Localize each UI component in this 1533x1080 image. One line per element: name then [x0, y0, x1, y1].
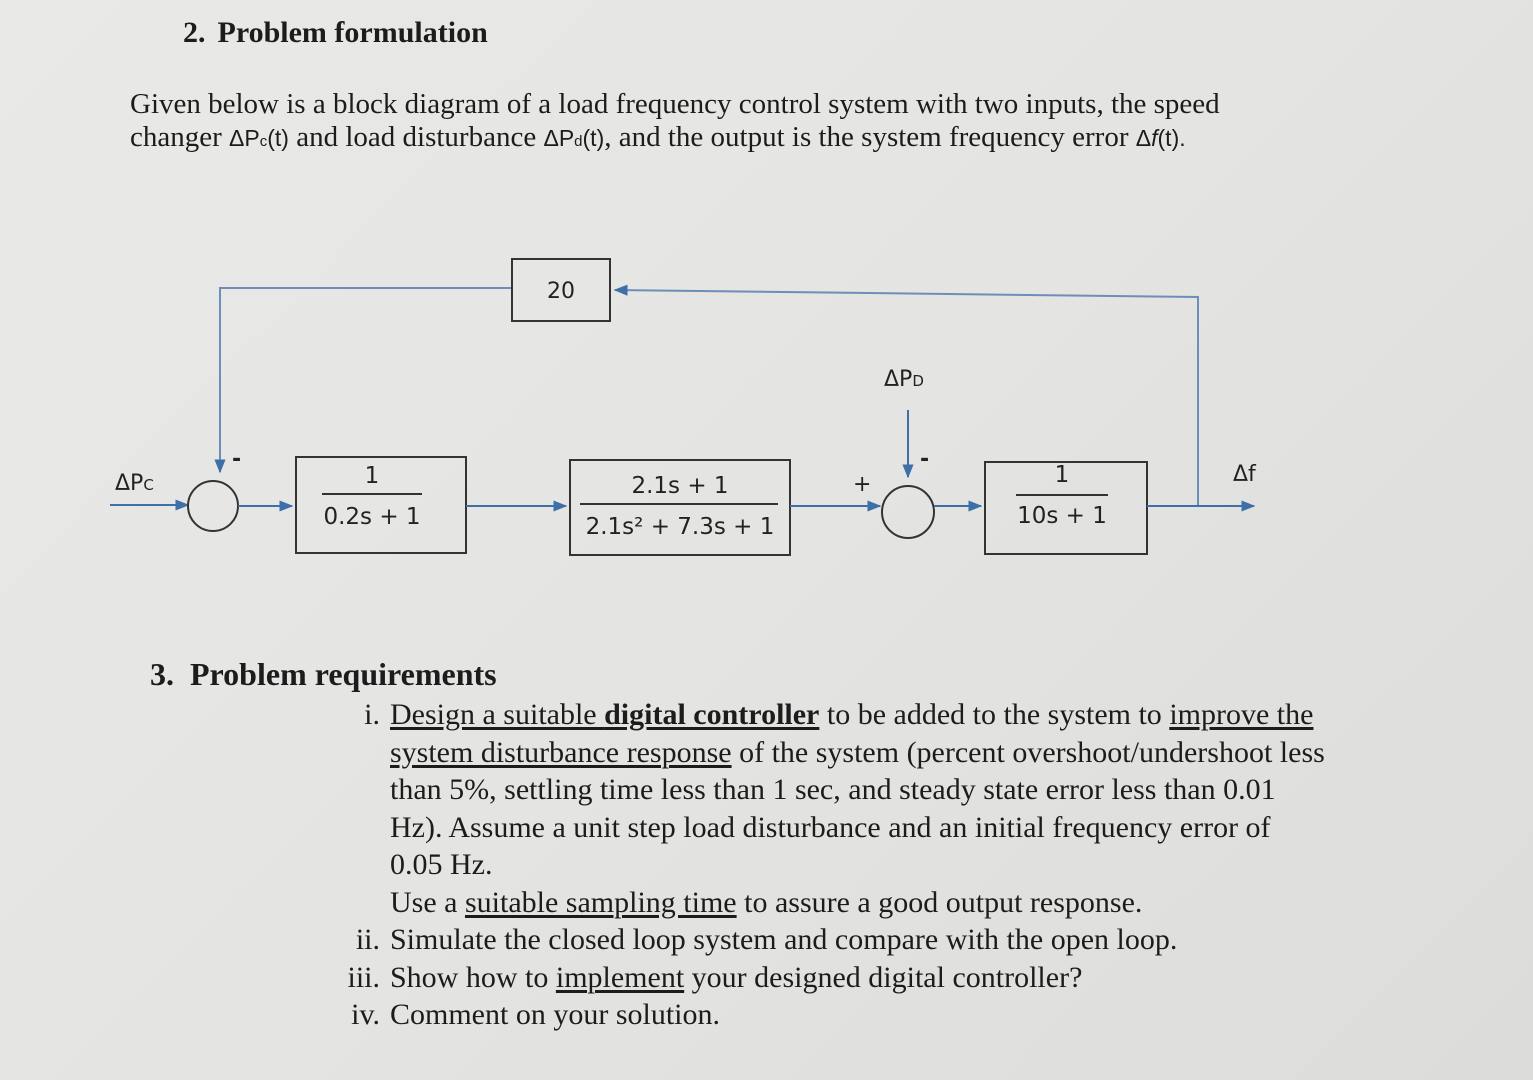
requirement-marker: iv.: [351, 998, 380, 1031]
requirement-marker: i.: [364, 698, 380, 731]
speed-changer-delta-p: ΔP: [229, 125, 260, 151]
disturbance-label: ΔPD: [884, 367, 924, 392]
requirement-marker: iii.: [347, 960, 380, 994]
req1-improve-the: improve the: [1169, 698, 1314, 731]
input-label: ΔPC: [115, 471, 154, 496]
freq-time: (t).: [1157, 125, 1186, 151]
frequency-error-symbol: [1136, 125, 1186, 151]
load-subscript: d: [574, 133, 583, 150]
requirement-marker: ii.: [355, 923, 380, 956]
sum2-plus-sign: +: [853, 472, 872, 497]
requirements-list: [320, 696, 1470, 1034]
intro-text-c: , and the output is the system frequency error: [604, 121, 1136, 153]
req1-use-a: Use a: [390, 885, 465, 919]
req1-line-2: [390, 734, 1470, 772]
req1-disturbance-response: system disturbance response: [390, 735, 732, 769]
block-1-denominator: 0.2s + 1: [323, 504, 421, 530]
requirement-item-4: [320, 996, 1470, 1034]
section-3-heading: [150, 656, 497, 693]
freq-f: f: [1151, 125, 1158, 151]
req1-digital-controller: digital controller: [604, 698, 820, 731]
req3-text-c: your designed digital controller?: [684, 960, 1083, 994]
sum1-minus-sign: -: [232, 447, 242, 472]
requirement-item-1: [320, 696, 1470, 921]
block-diagram: [0, 240, 1533, 580]
section-2-heading: [183, 16, 488, 50]
req4-text: Comment on your solution.: [390, 998, 720, 1031]
speed-changer-time: (t): [267, 125, 289, 151]
req3-text-a: Show how to: [390, 960, 556, 994]
feedback-gain-label: 20: [547, 279, 575, 304]
sum2-minus-sign: -: [920, 447, 930, 472]
load-time: (t): [582, 125, 605, 151]
load-delta-p: ΔP: [543, 125, 575, 151]
summing-junction-1: [188, 481, 238, 531]
req1-line-6: [390, 884, 1470, 922]
req1-sampling-time: suitable sampling time: [464, 885, 737, 919]
freq-delta: Δ: [1135, 125, 1152, 151]
block-3-numerator: 1: [1054, 462, 1070, 488]
req1-text-a: Design a suitable: [390, 698, 605, 731]
req1-text-l6: to assure a good output response.: [736, 885, 1143, 919]
section-3-number: 3.: [150, 656, 174, 692]
feedback-line-left: [220, 288, 511, 472]
req1-line-1: [390, 696, 1470, 734]
output-label: Δf: [1233, 462, 1256, 487]
block-1-numerator: 1: [364, 463, 380, 489]
section-2-title: Problem formulation: [217, 16, 488, 49]
req3-implement: implement: [555, 960, 685, 994]
req2-text: Simulate the closed loop system and compare with the open loop.: [390, 923, 1178, 956]
intro-line-2: [130, 119, 1350, 160]
summing-junction-2: [882, 486, 934, 538]
req1-line-3: than 5%, settling time less than 1 sec, and steady state error less than 0.01: [390, 773, 1276, 806]
section-2-number: 2.: [183, 16, 206, 49]
intro-text-b: and load disturbance: [288, 121, 544, 153]
block-3-denominator: 10s + 1: [1017, 503, 1107, 529]
requirement-item-2: [320, 921, 1470, 959]
load-disturbance-symbol: [543, 125, 604, 151]
req1-text-l2: of the system (percent overshoot/undershoot less: [731, 735, 1325, 769]
intro-text-a: changer: [130, 121, 230, 153]
req1-line-5: 0.05 Hz.: [390, 848, 493, 881]
section-3-title: Problem requirements: [190, 656, 497, 692]
req1-text-c: to be added to the system to: [819, 698, 1170, 731]
intro-paragraph: [130, 86, 1350, 160]
req1-line-4: Hz). Assume a unit step load disturbance and an initial frequency error of: [390, 810, 1271, 844]
speed-changer-symbol: [229, 125, 289, 151]
speed-changer-subscript: c: [259, 133, 268, 150]
req3-line: [390, 959, 1470, 997]
block-2-denominator: 2.1s² + 7.3s + 1: [585, 514, 775, 540]
intro-line-1: Given below is a block diagram of a load frequency control system with two inputs, the speed: [130, 88, 1220, 120]
block-2-numerator: 2.1s + 1: [631, 473, 729, 499]
requirement-item-3: [320, 959, 1470, 997]
